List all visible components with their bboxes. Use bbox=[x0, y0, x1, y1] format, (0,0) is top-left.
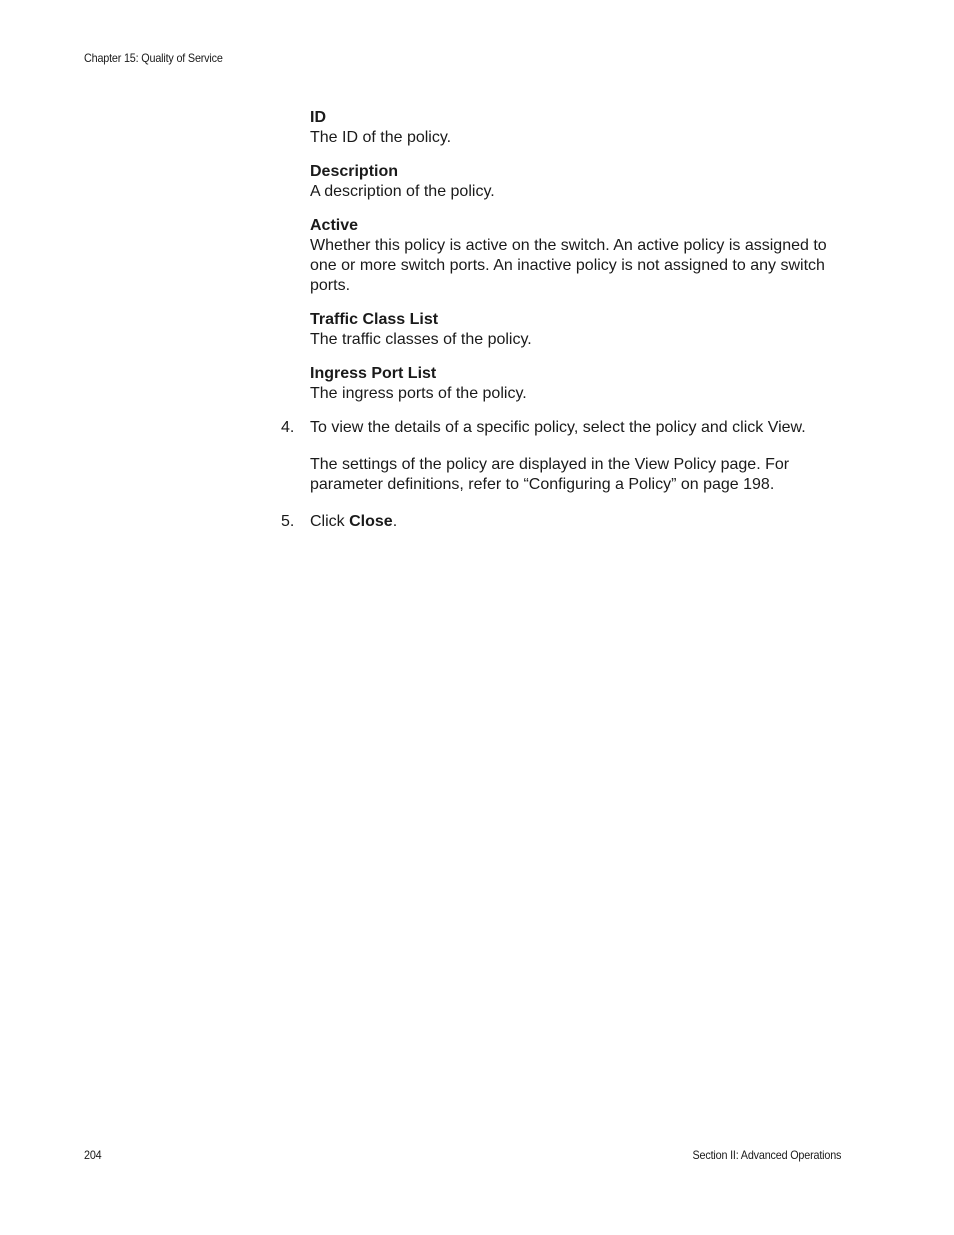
definition-description: A description of the policy. bbox=[310, 183, 495, 200]
definition-ingress-port-list bbox=[310, 364, 850, 404]
step-4 bbox=[281, 418, 850, 495]
running-head: Chapter 15: Quality of Service bbox=[84, 51, 223, 65]
step-5 bbox=[281, 512, 850, 532]
step-text-prefix: Click bbox=[310, 513, 350, 530]
definition-term: ID bbox=[310, 109, 326, 126]
definition-description: The ID of the policy. bbox=[310, 129, 452, 146]
step-text-suffix: . bbox=[392, 513, 398, 530]
section-footer: Section II: Advanced Operations bbox=[692, 1148, 841, 1162]
definition-description: The ingress ports of the policy. bbox=[310, 385, 527, 402]
definition-id bbox=[310, 108, 850, 148]
step-number: 4. bbox=[281, 419, 295, 436]
page-number: 204 bbox=[84, 1148, 102, 1162]
definition-traffic-class-list bbox=[310, 310, 850, 350]
step-text: To view the details of a specific policy, select the policy and click View. bbox=[310, 419, 806, 436]
definition-description-field bbox=[310, 162, 850, 202]
definition-description: The traffic classes of the policy. bbox=[310, 331, 532, 348]
definition-term: Active bbox=[310, 217, 359, 234]
step-text bbox=[310, 512, 850, 532]
close-button-reference: Close bbox=[349, 513, 393, 530]
definition-term: Ingress Port List bbox=[310, 365, 437, 382]
definition-term: Description bbox=[310, 163, 399, 180]
document-body bbox=[281, 108, 850, 532]
step-detail: The settings of the policy are displayed in the View Policy page. For parameter definitions, refer to “Configuring a Policy” on page 198. bbox=[310, 456, 790, 493]
definition-term: Traffic Class List bbox=[310, 311, 439, 328]
step-number: 5. bbox=[281, 513, 295, 530]
definition-active bbox=[310, 216, 850, 296]
definition-description: Whether this policy is active on the switch. An active policy is assigned to one or more switch ports. An inactive policy is not assigned to any switch ports. bbox=[310, 237, 827, 294]
